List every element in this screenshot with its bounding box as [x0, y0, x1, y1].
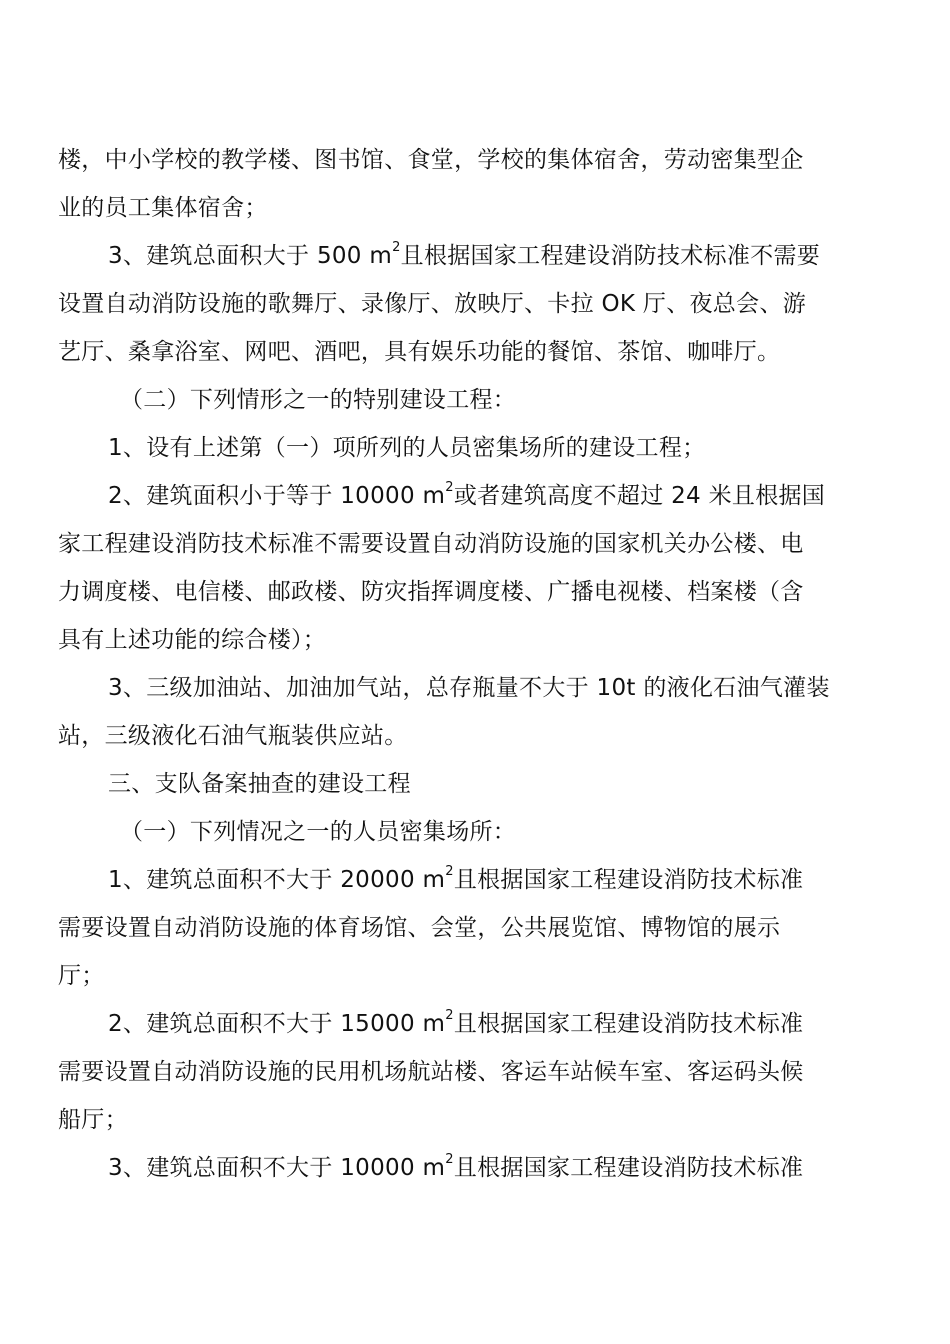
text-line: 力调度楼、电信楼、邮政楼、防灾指挥调度楼、广播电视楼、档案楼（含: [58, 579, 804, 605]
line-text: 或者建筑高度不超过 24 米且根据国: [453, 483, 826, 509]
superscript: 2: [445, 1008, 454, 1024]
text-line: [58, 1144, 898, 1192]
line-text: 且根据国家工程建设消防技术标准不需要: [400, 243, 821, 269]
line-text: 3、建筑总面积不大于 10000 m: [108, 1155, 446, 1181]
text-line: （一）下列情况之一的人员密集场所：: [120, 819, 517, 845]
text-line: [58, 856, 898, 904]
text-line: 设置自动消防设施的歌舞厅、录像厅、放映厅、卡拉 OK 厅、夜总会、游: [58, 291, 807, 317]
text-line: 需要设置自动消防设施的体育场馆、会堂，公共展览馆、博物馆的展示: [58, 915, 781, 941]
text-line: 厅；: [58, 963, 105, 989]
document-body: [58, 136, 898, 1192]
text-line: 需要设置自动消防设施的民用机场航站楼、客运车站候车室、客运码头候: [58, 1059, 804, 1085]
superscript: 2: [445, 480, 454, 496]
superscript: 2: [445, 864, 454, 880]
text-line: 船厅；: [58, 1107, 128, 1133]
superscript: 2: [392, 240, 401, 256]
line-text: 1、建筑总面积不大于 20000 m: [108, 867, 446, 893]
section-heading: 三、支队备案抽查的建设工程: [108, 771, 411, 797]
text-line: [58, 472, 898, 520]
text-line: [58, 1000, 898, 1048]
line-text: 且根据国家工程建设消防技术标准: [453, 1011, 804, 1037]
text-line: 3、三级加油站、加油加气站，总存瓶量不大于 10t 的液化石油气灌装: [108, 675, 830, 701]
line-text: 且根据国家工程建设消防技术标准: [453, 1155, 804, 1181]
text-line: 业的员工集体宿舍；: [58, 195, 268, 221]
text-line: 1、设有上述第（一）项所列的人员密集场所的建设工程；: [108, 435, 706, 461]
line-text: 2、建筑面积小于等于 10000 m: [108, 483, 446, 509]
line-text: 3、建筑总面积大于 500 m: [108, 243, 393, 269]
text-line: 楼，中小学校的教学楼、图书馆、食堂，学校的集体宿舍，劳动密集型企: [58, 147, 804, 173]
text-line: 站，三级液化石油气瓶装供应站。: [58, 723, 408, 749]
text-line: （二）下列情形之一的特别建设工程：: [120, 387, 517, 413]
line-text: 2、建筑总面积不大于 15000 m: [108, 1011, 446, 1037]
text-line: 家工程建设消防技术标准不需要设置自动消防设施的国家机关办公楼、电: [58, 531, 804, 557]
text-line: 艺厅、桑拿浴室、网吧、酒吧，具有娱乐功能的餐馆、茶馆、咖啡厅。: [58, 339, 781, 365]
line-text: 且根据国家工程建设消防技术标准: [453, 867, 804, 893]
superscript: 2: [445, 1152, 454, 1168]
text-line: 具有上述功能的综合楼）；: [58, 627, 327, 653]
text-line: [58, 232, 898, 280]
